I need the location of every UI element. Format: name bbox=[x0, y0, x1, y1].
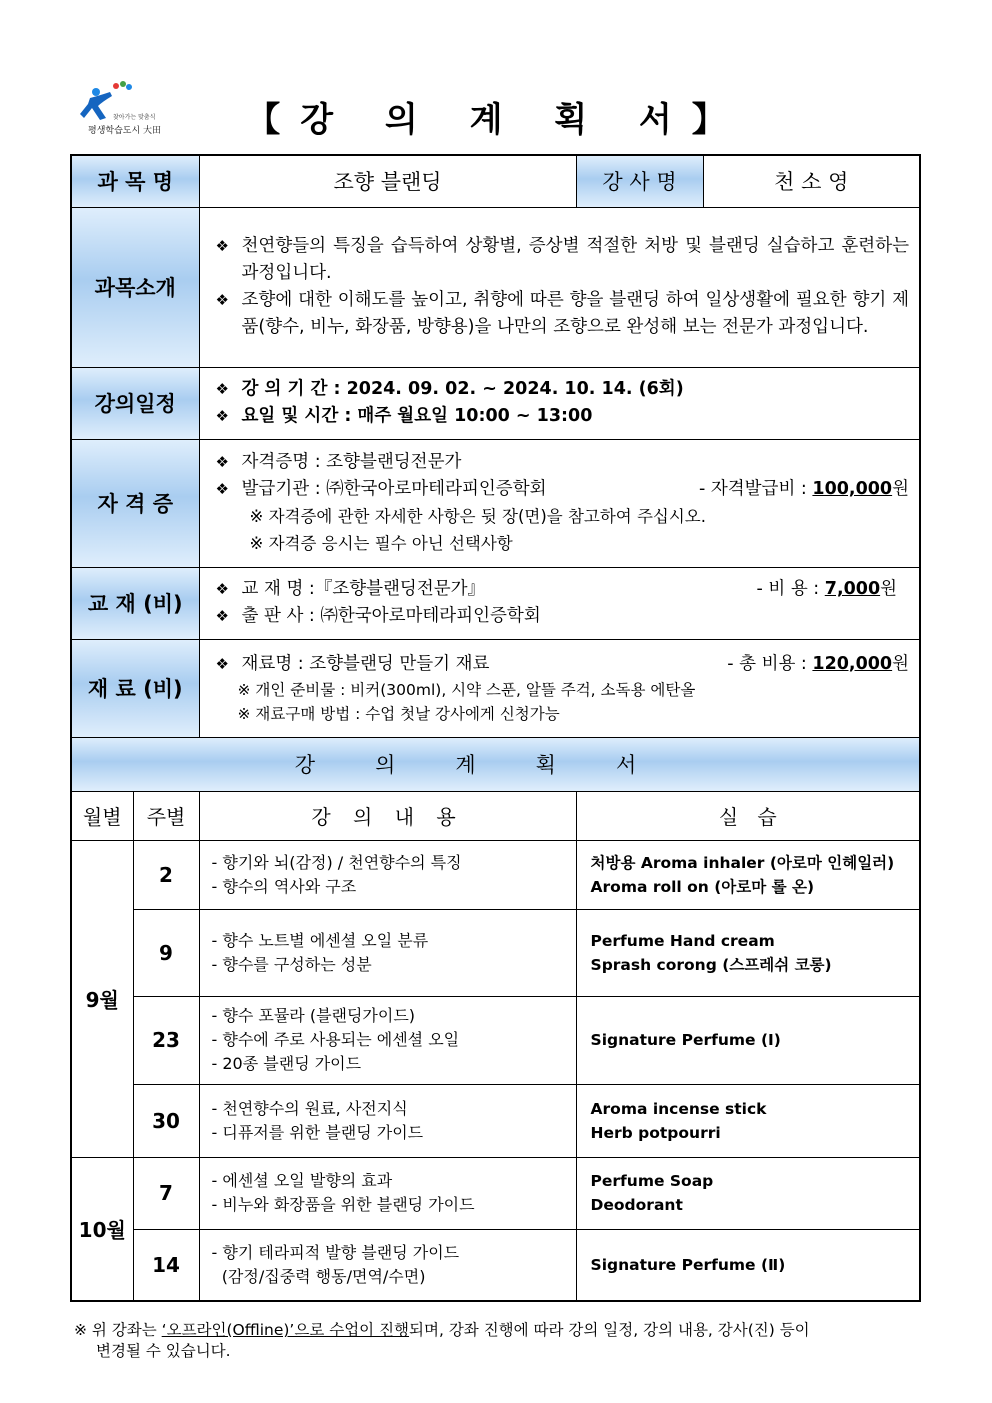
practice-line: Herb potpourri bbox=[590, 1123, 721, 1142]
schedule-content bbox=[199, 367, 920, 439]
lecture-content bbox=[199, 909, 576, 996]
lecture-line: - 향기 테라피적 발향 블랜딩 가이드 bbox=[211, 1242, 460, 1262]
materials-note: ※ 개인 준비물 : 비커(300ml), 시약 스푼, 알뜰 주걱, 소독용 에탄올 bbox=[237, 680, 696, 699]
lecture-content bbox=[199, 840, 576, 909]
practice-content bbox=[576, 909, 920, 996]
practice-line: 처방용 Aroma inhaler (아로마 인헤일러) bbox=[590, 853, 895, 872]
schedule-label: 강의일정 bbox=[71, 367, 199, 439]
materials-cost-value: 120,000 bbox=[812, 653, 893, 674]
month-cell: 9월 bbox=[71, 840, 133, 1157]
lecture-line: - 천연향수의 원료, 사전지식 bbox=[211, 1098, 408, 1118]
lecture-line: - 향수의 역사와 구조 bbox=[211, 876, 357, 896]
lecture-line: - 비누와 화장품을 위한 블랜딩 가이드 bbox=[211, 1195, 475, 1214]
lecture-line: - 20종 블랜딩 가이드 bbox=[211, 1054, 362, 1073]
plan-section-header: 강의계획서 bbox=[71, 737, 920, 791]
course-label: 과 목 명 bbox=[71, 155, 199, 207]
week-cell: 2 bbox=[133, 840, 199, 909]
logo-name: 평생학습도시 大田 bbox=[88, 126, 162, 136]
week-cell: 14 bbox=[133, 1229, 199, 1301]
schedule-period: ❖ 강 의 기 간 : 2024. 09. 02. ~ 2024. 10. 14. (6회) bbox=[216, 376, 910, 403]
intro-label: 과목소개 bbox=[71, 207, 199, 367]
lecture-line: - 향기와 뇌(감정) / 천연향수의 특징 bbox=[211, 852, 462, 872]
materials-name: ❖ 재료명 : 조향블랜딩 만들기 재료 bbox=[241, 653, 490, 674]
lecture-plan-table bbox=[70, 154, 921, 1302]
materials-cost-unit: 원 bbox=[892, 653, 910, 674]
footer-underlined: ‘오프라인(Offline)’으로 수업이 진행 bbox=[161, 1321, 410, 1339]
practice-content bbox=[576, 1229, 920, 1301]
footer-line2: 변경될 수 있습니다. bbox=[96, 1342, 231, 1360]
practice-line: Aroma incense stick bbox=[590, 1099, 767, 1118]
instructor-value: 천 소 영 bbox=[703, 155, 920, 207]
lecture-content bbox=[199, 1084, 576, 1157]
intro-content bbox=[199, 207, 920, 367]
cert-issuer: ❖ 발급기관 : ㈜한국아로마테라피인증학회 bbox=[241, 479, 547, 499]
textbook-content bbox=[199, 567, 920, 639]
month-cell: 10월 bbox=[71, 1157, 133, 1301]
cert-name: ❖ 자격증명 : 조향블랜딩전문가 bbox=[216, 449, 910, 476]
week-cell: 30 bbox=[133, 1084, 199, 1157]
materials-note: ※ 재료구매 방법 : 수업 첫날 강사에게 신청가능 bbox=[237, 704, 560, 723]
materials-content bbox=[199, 639, 920, 737]
cert-content bbox=[199, 439, 920, 567]
practice-line: Perfume Hand cream bbox=[590, 931, 775, 950]
col-practice: 실 습 bbox=[576, 791, 920, 840]
textbook-cost-value: 7,000 bbox=[824, 579, 881, 599]
lecture-line: - 향수를 구성하는 성분 bbox=[211, 954, 372, 974]
textbook-label: 교 재 (비) bbox=[71, 567, 199, 639]
lecture-line: - 향수 포뮬라 (블랜딩가이드) bbox=[211, 1006, 416, 1025]
cert-fee-value: 100,000 bbox=[812, 479, 893, 499]
footer-suffix: 되며, 강좌 진행에 따라 강의 일정, 강의 내용, 강사(진) 등이 bbox=[409, 1321, 810, 1339]
course-value: 조향 블랜딩 bbox=[199, 155, 576, 207]
intro-item: ❖ 천연향들의 특징을 습득하여 상황별, 증상별 적절한 처방 및 블랜딩 실습하고 훈련하는 과정입니다. bbox=[216, 233, 910, 287]
cert-note: ※ 자격증 응시는 필수 아닌 선택사항 bbox=[249, 534, 513, 553]
lecture-line: - 디퓨저를 위한 블랜딩 가이드 bbox=[211, 1122, 424, 1142]
lecture-line: - 향수 노트별 에센셜 오일 분류 bbox=[211, 930, 429, 950]
practice-line: Perfume Soap bbox=[590, 1172, 714, 1190]
col-week: 주별 bbox=[133, 791, 199, 840]
page-title: 【강 의 계 획 서】 bbox=[246, 100, 746, 140]
practice-content bbox=[576, 996, 920, 1084]
week-cell: 7 bbox=[133, 1157, 199, 1229]
practice-line: Deodorant bbox=[590, 1196, 683, 1214]
week-cell: 23 bbox=[133, 996, 199, 1084]
cert-fee-label: - 자격발급비 : bbox=[698, 479, 813, 499]
practice-content bbox=[576, 1157, 920, 1229]
footer-note bbox=[74, 1320, 914, 1362]
logo-tagline: 찾아가는 맞춤식 bbox=[113, 114, 156, 121]
footer-prefix: ※ 위 강좌는 bbox=[74, 1321, 162, 1339]
practice-line: Signature Perfume (Ⅰ) bbox=[590, 1031, 781, 1049]
cert-label: 자 격 증 bbox=[71, 439, 199, 567]
cert-note: ※ 자격증에 관한 자세한 사항은 뒷 장(면)을 참고하여 주십시오. bbox=[249, 507, 706, 526]
col-month: 월별 bbox=[71, 791, 133, 840]
intro-item: ❖ 조향에 대한 이해도를 높이고, 취향에 따른 향을 블랜딩 하여 일상생활에 필요한 향기 제품(향수, 비누, 화장품, 방향용)을 나만의 조향으로 완성해 보는 전문가 과정입니다. bbox=[216, 287, 910, 341]
practice-content bbox=[576, 1084, 920, 1157]
textbook-publisher: ❖ 출 판 사 : ㈜한국아로마테라피인증학회 bbox=[216, 603, 910, 630]
practice-content bbox=[576, 840, 920, 909]
lecture-line: - 에센셜 오일 발향의 효과 bbox=[211, 1171, 393, 1190]
practice-line: Aroma roll on (아로마 롤 온) bbox=[590, 877, 815, 896]
materials-label: 재 료 (비) bbox=[71, 639, 199, 737]
week-cell: 9 bbox=[133, 909, 199, 996]
lecture-content bbox=[199, 1229, 576, 1301]
col-content: 강 의 내 용 bbox=[199, 791, 576, 840]
instructor-label: 강 사 명 bbox=[576, 155, 703, 207]
textbook-cost-label: - 비 용 : bbox=[756, 579, 825, 599]
lecture-content bbox=[199, 996, 576, 1084]
practice-line: Signature Perfume (Ⅱ) bbox=[590, 1255, 786, 1274]
materials-cost-label: - 총 비용 : bbox=[727, 653, 813, 674]
textbook-name: ❖ 교 재 명 :『조향블랜딩전문가』 bbox=[241, 579, 486, 599]
lecture-line: - 향수에 주로 사용되는 에센셜 오일 bbox=[211, 1030, 460, 1049]
lecture-content bbox=[199, 1157, 576, 1229]
lecture-line: (감정/집중력 행동/면역/수면) bbox=[211, 1266, 426, 1286]
practice-line: Sprash corong (스프레쉬 코롱) bbox=[590, 955, 832, 974]
cert-fee-unit: 원 bbox=[892, 479, 910, 499]
textbook-cost-unit: 원 bbox=[880, 579, 898, 599]
schedule-time: ❖ 요일 및 시간 : 매주 월요일 10:00 ~ 13:00 bbox=[216, 403, 910, 430]
